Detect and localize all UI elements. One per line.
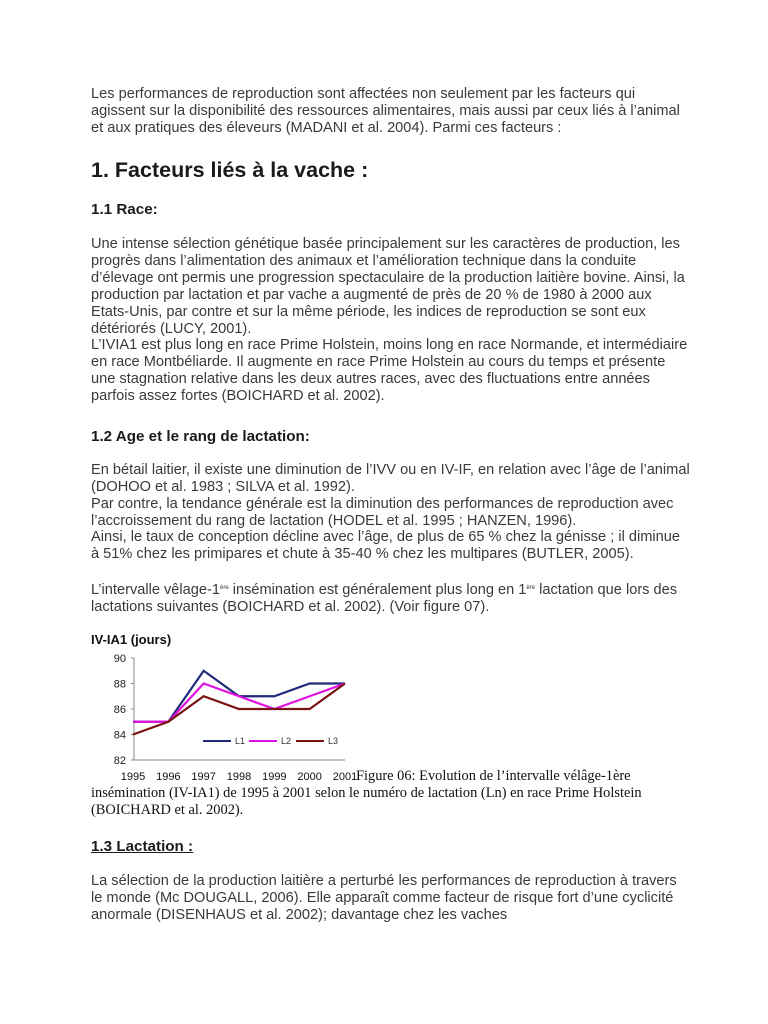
legend-label-l2: L2 xyxy=(281,736,292,746)
superscript-1: ère xyxy=(220,585,229,591)
section-1-1-heading: 1.1 Race: xyxy=(91,201,158,218)
y-tick-label: 84 xyxy=(113,729,126,742)
superscript-2: ère xyxy=(526,585,536,591)
y-tick-label: 88 xyxy=(113,678,126,691)
chart-title: IV-IA1 (jours) xyxy=(91,632,172,647)
age-paragraph-4-part-c: lactation que lors des lactations suivantes (BOICHARD et al. 2002). (Voir figure 07). xyxy=(91,582,678,615)
x-tick-label: 1995 xyxy=(120,771,146,780)
section-1-2-heading: 1.2 Age et le rang de lactation: xyxy=(91,428,310,445)
race-paragraph-1: Une intense sélection génétique basée principalement sur les caractères de production, les progrès dans l’alimentation des animaux et l’amélioration technique dans la conduite d’élevage ont permis une progression spectaculaire de la production laitière bovine. Ainsi, la production par lactation et par vache a augmenté de près de 20 % de 1980 à 2000 aux Etats-Unis, par contre et sur la même période, les indices de reproduction se sont eux détériorés (LUCY, 2001). xyxy=(91,236,685,337)
caption-rest: insémination (IV-IA1) de 1995 à 2001 selon le numéro de lactation (Ln) en race Prime Holstein (BOICHARD et al. 2002). xyxy=(91,785,642,818)
intro-paragraph: Les performances de reproduction sont affectées non seulement par les facteurs qui agissent sur la disponibilité des ressources alimentaires, mais aussi par ceux liés à l’animal et aux pratiques des éleveurs (MADANI et al. 2004). Parmi ces facteurs : xyxy=(91,86,680,136)
age-paragraph-4-part-b: insémination est généralement plus long en 1 xyxy=(228,582,527,598)
age-paragraph-4 xyxy=(91,580,691,616)
series-line-l2 xyxy=(133,684,345,722)
x-tick-label: 2000 xyxy=(297,771,322,780)
age-paragraph-1: En bétail laitier, il existe une diminution de l’IVV ou en IV-IF, en relation avec l’âge de l’animal (DOHOO et al. 1983 ; SILVA et al. 1992). xyxy=(91,462,690,495)
age-paragraph-2: Par contre, la tendance générale est la diminution des performances de reproduction avec l’accroissement du rang de lactation (HODEL et al. 1995 ; HANZEN, 1996). xyxy=(91,496,674,529)
lactation-paragraph: La sélection de la production laitière a perturbé les performances de reproduction à travers le monde (Mc DOUGALL, 2006). Elle apparaît comme facteur de risque fort d’une cyclicité anormale (DISENHAUS et al. 2002); davantage chez les vaches xyxy=(91,873,677,923)
age-paragraph-4-part-a: L’intervalle vêlage-1 xyxy=(91,582,220,598)
y-tick-label: 86 xyxy=(113,704,126,716)
section-1-3-heading: 1.3 Lactation : xyxy=(91,838,194,855)
x-tick-label: 2001 xyxy=(332,771,358,780)
iv-ia1-line-chart xyxy=(91,630,361,780)
section-1-heading: 1. Facteurs liés à la vache : xyxy=(91,158,369,182)
y-tick-label: 90 xyxy=(113,653,126,665)
race-paragraph-2: L’IVIA1 est plus long en race Prime Holstein, moins long en race Normande, et intermédiaire en race Montbéliarde. Il augmente en race Prime Holstein au cours du temps et présente une stagnation relative dans les deux autres races, avec des fluctuations entre années parfois assez fortes (BOICHARD et al. 2002). xyxy=(91,337,688,404)
series-line-l3 xyxy=(133,684,345,735)
x-tick-label: 1996 xyxy=(156,771,181,780)
x-tick-label: 1999 xyxy=(262,771,287,780)
legend-label-l3: L3 xyxy=(328,736,339,746)
figure-caption xyxy=(91,768,671,819)
legend-label-l1: L1 xyxy=(235,736,246,746)
caption-first-line: Figure 06: Evolution de l’intervalle vélâge-1ère xyxy=(356,768,631,784)
y-tick-label: 82 xyxy=(113,755,126,767)
age-paragraph-3: Ainsi, le taux de conception décline avec l’âge, de plus de 65 % chez la génisse ; il diminue à 51% chez les primipares et chute à 35-40 % chez les multipares (BUTLER, 2005). xyxy=(91,529,680,562)
x-tick-label: 1998 xyxy=(226,771,252,780)
x-tick-label: 1997 xyxy=(191,771,216,780)
